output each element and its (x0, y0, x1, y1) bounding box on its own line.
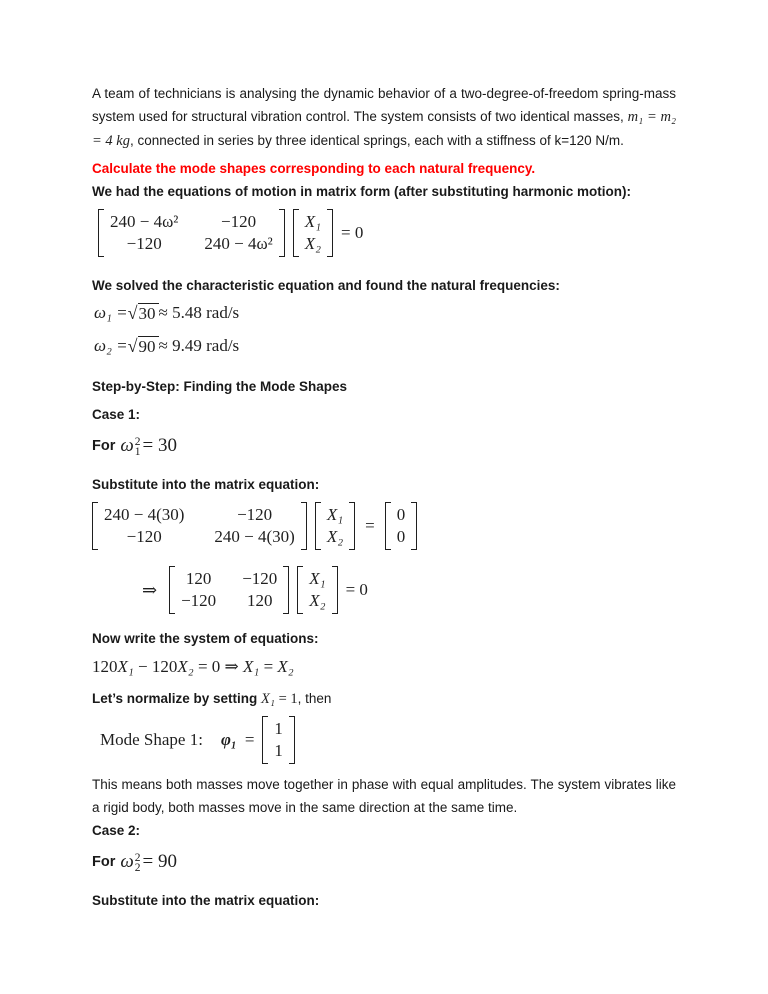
matrix-equation-reduced (142, 565, 676, 615)
omega-symbol: ω (120, 435, 134, 456)
omega2-radicand: 90 (138, 336, 159, 357)
normalize-rest: , then (297, 691, 332, 706)
eq-variable: X₂ (177, 656, 194, 676)
coefficient-matrix (169, 566, 289, 614)
step-heading: Step-by-Step: Finding the Mode Shapes (92, 379, 348, 394)
matrix-cell: 240 − 4ω² (204, 234, 273, 253)
vector-cell: X₂ (326, 527, 344, 546)
eom-heading: We had the equations of motion in matrix form (after substituting harmonic motion): (92, 184, 632, 199)
system-heading: Now write the system of equations: (92, 631, 319, 646)
eq-number: − 120 (133, 656, 178, 676)
eq-variable: X₁ (243, 656, 260, 676)
matrix-equation-substituted (92, 499, 676, 553)
displacement-vector (315, 502, 355, 550)
equals-sign: = (365, 516, 375, 535)
for-word: For (92, 854, 116, 870)
vector-cell: 0 (396, 527, 406, 546)
omega1-lhs: ω₁ = (94, 303, 128, 322)
omega-subscript: 1 (134, 446, 141, 458)
normalize-bold-text: Let’s normalize by setting (92, 691, 262, 706)
sqrt-icon: √ (127, 335, 138, 356)
for-word: For (92, 438, 116, 454)
equals-sign: = (244, 730, 255, 749)
matrix-cell: −120 (126, 234, 162, 253)
intro-inline-math-masses: m₁ = m₂ = 4 kg (92, 109, 676, 149)
eq-variable: X₂ (277, 656, 294, 676)
omega-superscript: 2 (134, 851, 141, 864)
coefficient-matrix (98, 209, 285, 257)
char-eq-heading: We solved the characteristic equation and found the natural frequencies: (92, 278, 560, 293)
matrix-cell: −120 (237, 505, 273, 524)
sqrt-icon: √ (127, 302, 138, 323)
omega-superscript: 2 (134, 435, 141, 448)
matrix-cell: 120 (246, 591, 273, 610)
coefficient-matrix (92, 502, 307, 550)
eq-equals: = (259, 656, 278, 676)
mode1-explanation: This means both masses move together in phase with equal amplitudes. The system vibrates like a rigid body, both masses move in the same direction at the same time. (92, 777, 676, 815)
matrix-cell: −120 (242, 569, 278, 588)
case1-for-value: = 30 (142, 435, 177, 456)
intro-text-1: A team of technicians is analysing the dynamic behavior of a two-degree-of-freedom spring-mass system used for structural vibration control. The system consists of two identical masses, (92, 86, 676, 124)
right-bracket (289, 716, 295, 764)
omega1-value: ≈ 5.48 rad/s (158, 303, 240, 322)
normalize-variable: X₁ (261, 691, 275, 707)
matrix-cell: 240 − 4(30) (214, 527, 295, 546)
omega-subscript: 2 (134, 862, 141, 874)
omega2-value: ≈ 9.49 rad/s (158, 336, 240, 355)
phi-symbol: φ₁ (220, 730, 237, 749)
matrix-cell: 240 − 4(30) (104, 505, 185, 524)
case2-label: Case 2: (92, 823, 141, 838)
omega2-lhs: ω₂ = (94, 336, 128, 355)
displacement-vector (293, 209, 333, 257)
matrix-cell: 240 − 4ω² (110, 212, 179, 231)
omega1-equation (94, 299, 676, 327)
implies-arrow-icon: ⇒ (142, 579, 158, 600)
matrix-cell: 120 (185, 569, 212, 588)
scalar-equation (92, 655, 676, 678)
vector-cell: 0 (396, 505, 406, 524)
vector-cell: 1 (274, 741, 283, 760)
case2-for-equation (92, 848, 676, 876)
case2-substitute-heading: Substitute into the matrix equation: (92, 893, 320, 908)
displacement-vector (297, 566, 337, 614)
omega1-radicand: 30 (138, 303, 159, 324)
intro-text-2: , connected in series by three identical springs, each with a stiffness of k=120 N/m. (129, 133, 624, 148)
case1-substitute-heading: Substitute into the matrix equation: (92, 477, 320, 492)
vector-cell: X₁ (309, 569, 326, 588)
case2-for-value: = 90 (142, 851, 177, 872)
eq-variable: X₁ (117, 656, 134, 676)
intro-paragraph (92, 82, 676, 153)
vector-cell: X₂ (304, 234, 322, 253)
mode-shape-1-equation (100, 718, 676, 762)
omega-symbol: ω (120, 851, 134, 872)
right-bracket (301, 502, 307, 550)
case1-label: Case 1: (92, 407, 141, 422)
right-bracket (349, 502, 355, 550)
right-bracket (327, 209, 333, 257)
omega2-equation (94, 332, 676, 360)
task-statement: Calculate the mode shapes corresponding to each natural frequency. (92, 161, 536, 176)
right-bracket (279, 209, 285, 257)
mode-shape-label: Mode Shape 1: (100, 730, 203, 749)
mode-shape-vector (262, 716, 295, 764)
rhs-zero: = 0 (345, 580, 368, 599)
right-bracket (283, 566, 289, 614)
vector-cell: X₂ (309, 591, 326, 610)
right-bracket (332, 566, 338, 614)
normalize-line (92, 687, 676, 711)
matrix-cell: −120 (221, 212, 257, 231)
matrix-equation-general (98, 210, 676, 256)
eq-number: 120 (92, 656, 118, 676)
right-bracket (411, 502, 417, 550)
eq-middle: = 0 ⇒ (193, 656, 244, 676)
matrix-cell: −120 (181, 591, 217, 610)
zero-vector (385, 502, 418, 550)
case1-for-equation (92, 432, 676, 460)
normalize-value: = 1 (274, 691, 298, 707)
vector-cell: X₁ (326, 505, 344, 524)
rhs-zero: = 0 (341, 223, 364, 242)
matrix-cell: −120 (126, 527, 162, 546)
vector-cell: 1 (274, 719, 283, 738)
vector-cell: X₁ (304, 212, 322, 231)
